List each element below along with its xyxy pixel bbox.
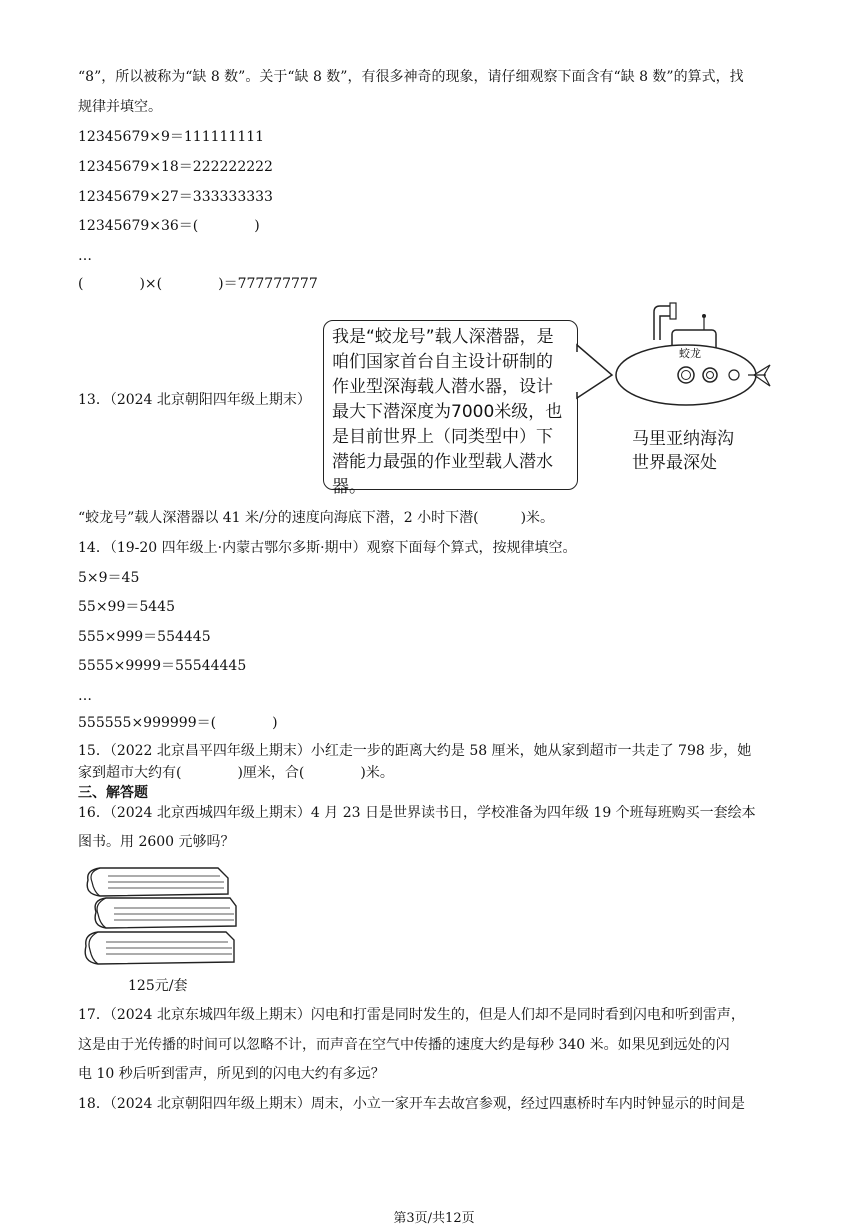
speech-bubble-tail [577, 345, 612, 398]
question-17-line-2: 这是由于光传播的时间可以忽略不计，而声音在空气中传播的速度大约是每秒 340 米。如果见到远处的闪 [78, 1037, 730, 1053]
equation-line: 12345679×36＝( ) [78, 218, 260, 234]
question-17-line-3: 电 10 秒后听到雷声，所见到的闪电大约有多远？ [78, 1066, 385, 1082]
question-18-line-1: 18．（2024 北京朝阳四年级上期末）周末，小立一家开车去故宫参观，经过四惠桥时车内时钟显示的时间是 [78, 1096, 745, 1112]
submarine-illustration [576, 300, 776, 410]
submarine-name: 蛟龙 [679, 347, 701, 360]
question-17-line-1: 17．（2024 北京东城四年级上期末）闪电和打雷是同时发生的，但是人们却不是同时看到闪电和听到雷声， [78, 1007, 745, 1023]
question-16-line-1: 16．（2024 北京西城四年级上期末）4 月 23 日是世界读书日，学校准备为四年级 19 个班每班购买一套绘本 [78, 805, 756, 821]
periscope [654, 306, 672, 340]
question-16-line-2: 图书。用 2600 元够吗？ [78, 834, 235, 850]
question-15-line-2: 家到超市大约有( )厘米，合( )米。 [78, 765, 394, 781]
equation-line: 5×9＝45 [78, 570, 140, 586]
books-illustration [78, 864, 243, 976]
equation-line: 55×99＝5445 [78, 599, 175, 615]
caption-line-2: 世界最深处 [632, 453, 717, 473]
equation-line: ( )×( )＝777777777 [78, 276, 318, 292]
ellipsis: … [78, 688, 92, 704]
caption-line-1: 马里亚纳海沟 [632, 429, 734, 449]
ellipsis: … [78, 248, 92, 264]
section-heading: 三、解答题 [78, 785, 148, 801]
intro-line-1: “8”，所以被称为“缺 8 数”。关于“缺 8 数”，有很多神奇的现象，请仔细观察下面含有“缺 8 数”的算式，找 [78, 69, 744, 85]
equation-line: 5555×9999＝55544445 [78, 658, 247, 674]
question-15-line-1: 15．（2022 北京昌平四年级上期末）小红走一步的距离大约是 58 厘米，她从家到超市一共走了 798 步，她 [78, 743, 752, 759]
page-footer: 第3页/共12页 [393, 1211, 475, 1226]
question-13-text: “蛟龙号”载人深潜器以 41 米/分的速度向海底下潜，2 小时下潜( )米。 [78, 510, 555, 526]
price-label: 125元/套 [128, 978, 188, 994]
speech-bubble [323, 320, 578, 497]
equation-line: 555×999＝554445 [78, 629, 211, 645]
speech-text: 我是“蛟龙号”载人深潜器，是咱们国家首台自主设计研制的作业型深海载人潜水器，设计最大下潜深度为7000米级，也是目前世界上（同类型中）下潜能力最强的作业型载人潜水器。 [332, 327, 563, 497]
equation-line: 12345679×18＝222222222 [78, 159, 273, 175]
intro-line-2: 规律并填空。 [78, 99, 162, 115]
equation-line: 12345679×9＝111111111 [78, 129, 265, 145]
question-13-label: 13．（2024 北京朝阳四年级上期末） [78, 392, 311, 408]
question-14-label: 14．（19-20 四年级上·内蒙古鄂尔多斯·期中）观察下面每个算式，按规律填空。 [78, 540, 577, 556]
equation-line: 555555×999999＝( ) [78, 715, 278, 731]
equation-line: 12345679×27＝333333333 [78, 189, 273, 205]
